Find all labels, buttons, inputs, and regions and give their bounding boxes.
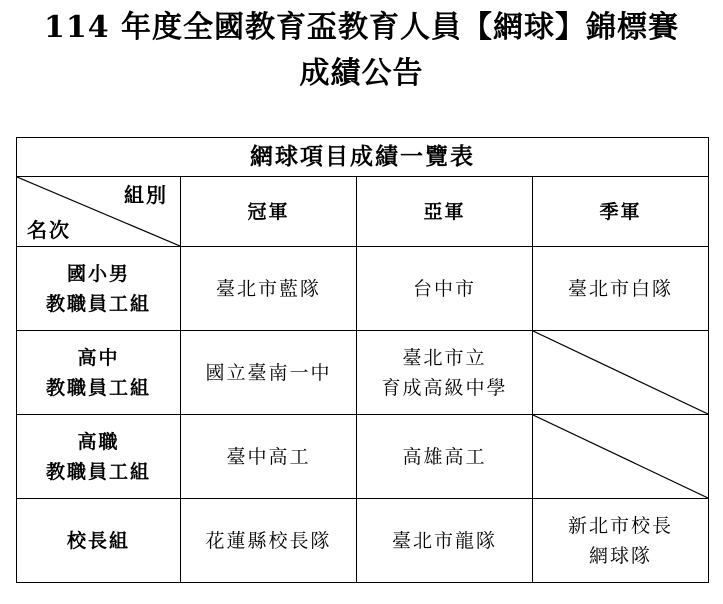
page-title: 114 年度全國教育盃教育人員【網球】錦標賽 (43, 10, 680, 45)
champion-cell: 臺北市藍隊 (181, 247, 357, 331)
third-place-cell: 臺北市白隊 (533, 247, 709, 331)
header-third-place: 季軍 (533, 177, 709, 247)
table-row (17, 415, 709, 499)
corner-header-cell (17, 177, 181, 247)
runner-up-cell: 台中市 (357, 247, 533, 331)
runner-up-cell: 臺北市龍隊 (357, 499, 533, 583)
third-place-cell: 新北市校長 網球隊 (533, 499, 709, 583)
group-label: 高中 教職員工組 (17, 331, 181, 415)
empty-cell-diagonal-line (533, 331, 708, 414)
group-label: 國小男 教職員工組 (17, 247, 181, 331)
empty-third-place-cell (533, 415, 709, 499)
page-subtitle: 成績公告 (299, 56, 424, 91)
table-row (17, 247, 709, 331)
runner-up-cell: 臺北市立 育成高級中學 (357, 331, 533, 415)
group-label: 高職 教職員工組 (17, 415, 181, 499)
results-table (16, 137, 709, 583)
empty-cell-diagonal-line (533, 415, 708, 498)
table-row (17, 499, 709, 583)
runner-up-cell: 高雄高工 (357, 415, 533, 499)
group-label: 校長組 (17, 499, 181, 583)
corner-rank-label: 名次 (27, 218, 71, 242)
table-row (17, 331, 709, 415)
header-champion: 冠軍 (181, 177, 357, 247)
empty-third-place-cell (533, 331, 709, 415)
table-caption: 網球項目成績一覽表 (17, 138, 709, 177)
corner-group-label: 組別 (124, 183, 168, 207)
champion-cell: 臺中高工 (181, 415, 357, 499)
header-runner-up: 亞軍 (357, 177, 533, 247)
champion-cell: 花蓮縣校長隊 (181, 499, 357, 583)
champion-cell: 國立臺南一中 (181, 331, 357, 415)
